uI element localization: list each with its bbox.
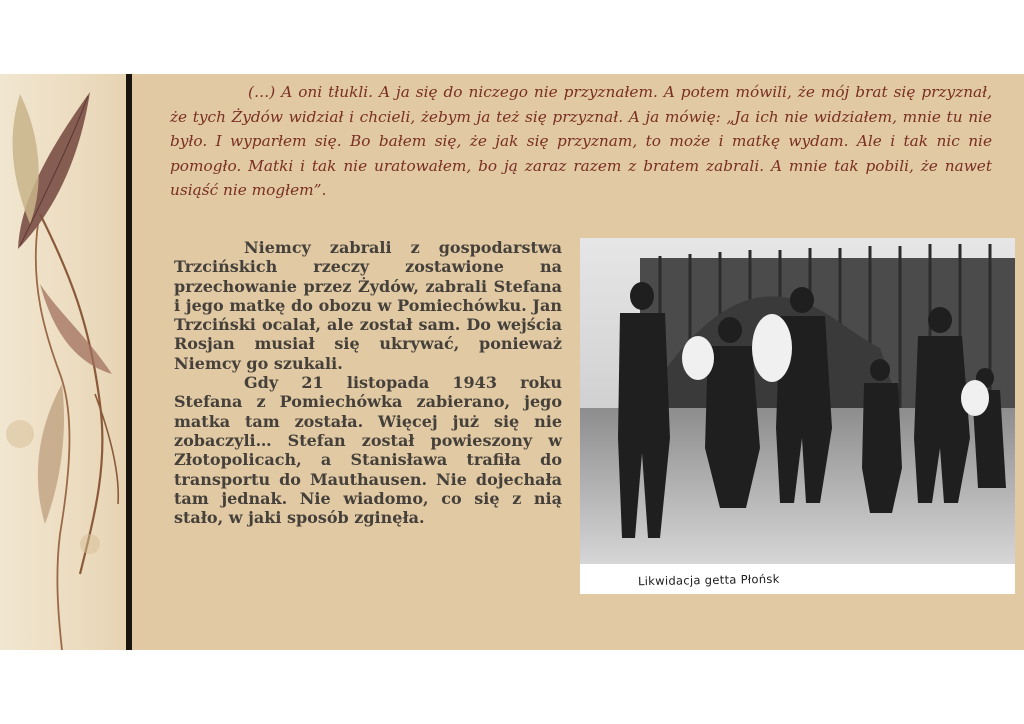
vertical-divider <box>126 74 132 650</box>
ghetto-liquidation-photo <box>580 238 1015 594</box>
testimony-quote: (…) A oni tłukli. A ja się do niczego nie przyznałem. A potem mówili, że mój brat się przyznał, że tych Żydów widział i chcieli, żebym ja też się przyznał. A ja mówię: „Ja ich nie widziałem, mnie tu nie było. I wyparłem się. Bo bałem się, że jak się przyznam, to może i matkę wydam. Ale i tak nic nie pomogło. Matki i tak nie uratowałem, bo ją zaraz razem z bratem zabrali. A mnie tak pobili, że nawet usiąść nie mogłem”. <box>170 83 992 199</box>
left-decoration-panel <box>0 74 128 650</box>
body-paragraph: Niemcy zabrali z gospodarstwa Trzcińskich rzeczy zostawione na przechowanie przez Żydów, zabrali Stefana i jego matkę do obozu w Pomiechówku. Jan Trzciński ocalał, ale został sam. Do wejścia Rosjan musiał się ukrywać, ponieważ Niemcy go szukali. <box>174 238 562 373</box>
body-paragraph: Gdy 21 listopada 1943 roku Stefana z Pomiechówka zabierano, jego matka tam została. Więcej już się nie zobaczyli… Stefan został powieszony w Złotopolicach, a Stanisława trafiła do transportu do Mauthausen. Nie dojechała tam jednak. Nie wiadomo, co się z nią stało, w jaki sposób zginęła. <box>174 373 562 528</box>
leaf-branch-icon <box>0 74 128 650</box>
photo-caption: Likwidacja getta Płońsk <box>637 571 780 589</box>
historical-photo <box>580 238 1015 594</box>
article-body <box>174 238 562 527</box>
